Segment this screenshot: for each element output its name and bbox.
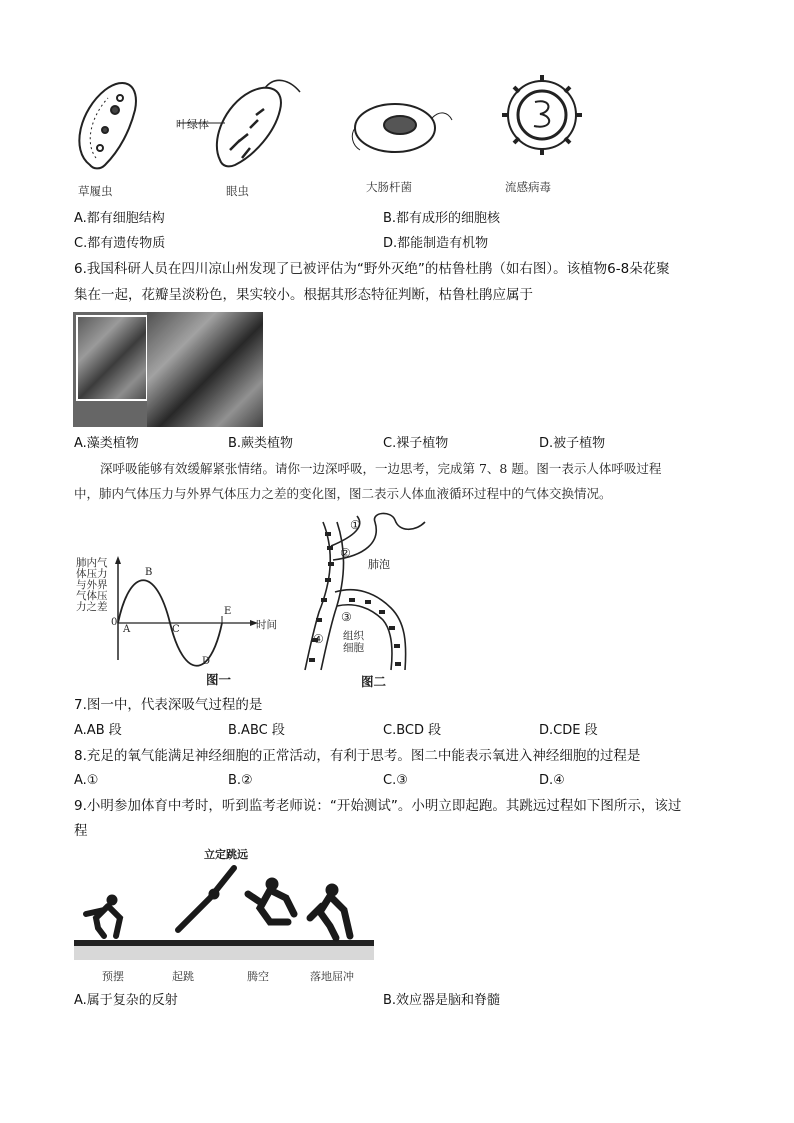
q8-option-b: B.② bbox=[228, 773, 253, 788]
fig1-point-d: D bbox=[202, 656, 211, 667]
q7-option-c: C.BCD 段 bbox=[383, 723, 442, 738]
fig2-marker-3: ③ bbox=[341, 610, 352, 624]
organism-label-ecoli: 大肠杆菌 bbox=[366, 180, 412, 194]
organism-label-paramecium: 草履虫 bbox=[78, 184, 113, 198]
q5-option-a: A.都有细胞结构 bbox=[74, 211, 165, 226]
organism-label-virus: 流感病毒 bbox=[505, 180, 551, 194]
fig1-point-c: C bbox=[172, 624, 180, 635]
rhododendron-photo bbox=[73, 312, 263, 427]
fig1-point-e: E bbox=[224, 606, 232, 617]
q9-option-b: B.效应器是脑和脊髓 bbox=[383, 993, 501, 1008]
fig2-alveolus-label: 肺泡 bbox=[368, 558, 390, 571]
figure-one bbox=[72, 556, 284, 688]
fig2-marker-2: ② bbox=[340, 546, 351, 560]
q5-option-b: B.都有成形的细胞核 bbox=[383, 211, 501, 226]
paramecium-drawing bbox=[79, 83, 136, 168]
q7-stem: 7.图一中，代表深吸气过程的是 bbox=[74, 697, 263, 713]
q9-stem-line2: 程 bbox=[74, 823, 88, 839]
q6-option-a: A.藻类植物 bbox=[74, 436, 139, 451]
q5-option-c: C.都有遗传物质 bbox=[74, 236, 166, 251]
jump-phase-3: 腾空 bbox=[247, 970, 269, 983]
fig1-caption: 图一 bbox=[206, 672, 232, 687]
figure-two bbox=[295, 512, 435, 692]
q6-option-c: C.裸子植物 bbox=[383, 436, 449, 451]
q7-option-a: A.AB 段 bbox=[74, 723, 122, 738]
q8-option-a: A.① bbox=[74, 773, 99, 788]
long-jump-figure bbox=[74, 844, 374, 984]
fig2-marker-4: ④ bbox=[313, 632, 324, 646]
chloroplast-annotation: 叶绿体 bbox=[176, 118, 209, 131]
fig1-ylabel: 肺内气体压力与外界气体压力之差 bbox=[76, 557, 108, 613]
q6-option-b: B.蕨类植物 bbox=[228, 436, 294, 451]
jump-silhouettes bbox=[74, 858, 374, 968]
fig1-point-b: B bbox=[145, 567, 153, 578]
q6-option-d: D.被子植物 bbox=[539, 436, 606, 451]
passage-line2: 中，肺内气体压力与外界气体压力之差的变化图，图二表示人体血液循环过程中的气体交换情况。 bbox=[74, 486, 612, 501]
q8-option-c: C.③ bbox=[383, 773, 408, 788]
q9-option-a: A.属于复杂的反射 bbox=[74, 993, 178, 1008]
jump-phase-4: 落地屈冲 bbox=[310, 970, 354, 983]
q7-option-d: D.CDE 段 bbox=[539, 723, 598, 738]
q5-option-d: D.都能制造有机物 bbox=[383, 236, 489, 251]
fig2-marker-1: ① bbox=[350, 518, 361, 532]
jump-phase-2: 起跳 bbox=[172, 970, 194, 983]
q7-option-b: B.ABC 段 bbox=[228, 723, 285, 738]
jump-phase-1: 预摆 bbox=[102, 970, 124, 983]
q8-stem: 8.充足的氧气能满足神经细胞的正常活动，有利于思考。图二中能表示氧进入神经细胞的过程是 bbox=[74, 748, 641, 764]
virus-drawing bbox=[502, 75, 582, 155]
fig1-graph bbox=[112, 556, 284, 668]
ecoli-drawing bbox=[352, 104, 452, 152]
passage-line1: 深呼吸能够有效缓解紧张情绪。请你一边深呼吸，一边思考，完成第 7、8 题。图一表示人体呼吸过程 bbox=[100, 461, 662, 476]
fig2-tissue-label: 组织 细胞 bbox=[343, 630, 364, 654]
fig1-xlabel: 时间 bbox=[256, 619, 277, 631]
fig1-origin: 0 bbox=[111, 617, 118, 628]
jump-title: 立定跳远 bbox=[204, 848, 248, 861]
q6-stem-line1: 6.我国科研人员在四川凉山州发现了已被评估为“野外灭绝”的枯鲁杜鹃（如右图）。该植物6-8朵花聚 bbox=[74, 261, 670, 277]
fig2-drawing bbox=[295, 512, 435, 672]
q9-stem-line1: 9.小明参加体育中考时，听到监考老师说：“开始测试”。小明立即起跑。其跳远过程如下图所示，该过 bbox=[74, 798, 682, 814]
organism-label-euglena: 眼虫 bbox=[226, 184, 249, 198]
q6-stem-line2: 集在一起，花瓣呈淡粉色，果实较小。根据其形态特征判断，枯鲁杜鹃应属于 bbox=[74, 287, 533, 303]
q8-option-d: D.④ bbox=[539, 773, 565, 788]
fig1-point-a: A bbox=[123, 624, 131, 635]
fig2-caption: 图二 bbox=[361, 674, 387, 689]
